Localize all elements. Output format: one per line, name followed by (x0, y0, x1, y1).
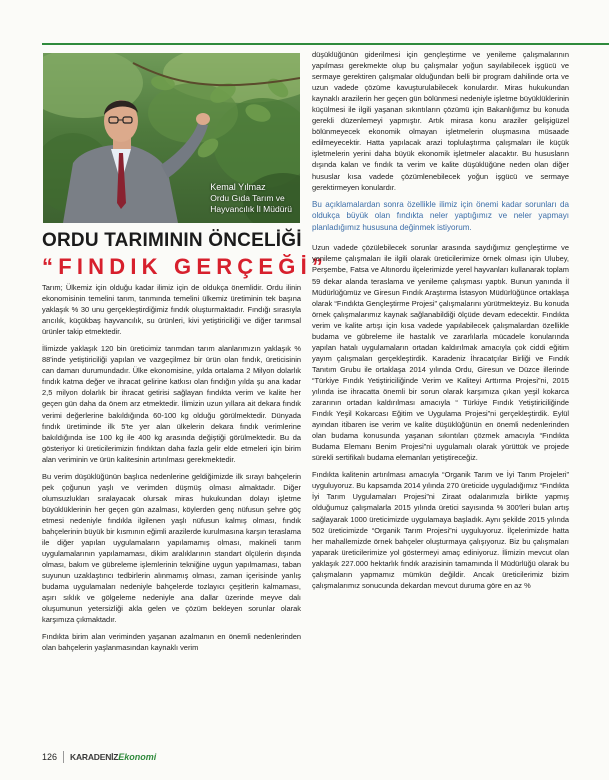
article-title-line1: ORDU TARIMININ ÖNCELİĞİ (42, 230, 302, 251)
page-number: 126 (42, 752, 58, 762)
body-paragraph: Fındıkta birim alan veriminden yaşanan azalmanın en önemli nedenlerinden olan bahçelerin yaşlanmasından kaynaklı verim (42, 632, 301, 653)
photo-caption (210, 182, 292, 215)
body-paragraph: Fındıkta kalitenin artırılması amacıyla “Organik Tarım ve İyi Tarım Projeleri” uyguluyoruz. Bu kapsamda 2014 yılında 270 üreticide uyguladığımız “Fındıkta İyi Tarım Uygulamaları Projesi”ni Ziraat odalarımızla birlikte yapmış olduğumuz çalışmalarla 2015 yılında üretici sayısında % 300'leri bulan artış sağlayarak 1000 üreticimizde uygulamaya başladık. Aynı şekilde 2015 yılında 502 üreticimizde “Organik Tarım Projesi”ni uyguluyoruz. İlçelerimizde hatta her mahallemizde örnek bahçeler oluşturmaya çalışıyoruz. Biz bu çalışmaları yaparak üreticilerimize yol göstermeyi amaç ediniyoruz. İlimizin mevcut olan yaklaşık 227.000 hektarlık fındık arazisinin tamamında İl Müdürlüğü olarak bu çalışmaların yapmamız mümkün değildir. Ancak üreticilerimiz bizim çalışmalarımız sonucunda dekardan mevcut duruma göre en az % (312, 470, 569, 590)
page-footer (42, 748, 156, 766)
article-photo (43, 53, 300, 223)
body-paragraph: İlimizde yaklaşık 120 bin üreticimiz tarımdan tarım alanlarımızın yaklaşık % 88'inde yetiştiriciliği yapılan ve vazgeçilmez bir ürün olan fındık, üreticisinin can damarı durumundadır. Ülke ekonomisine, yılda ortalama 2 Milyon dolarlık fındık katma değer ve ihracat gelirine katkısı olan fındığın yılda şu ana kadar 2,5 milyon dolarlık bir ihracat getirisi sağlayan fındıkta verim ve kalite her geçen gün daha da önem arz etmektedir. İlimizin uzun yıllara ait dekara fındık verimi değerlerine bakıldığında 60-100 kg olduğu görülmektedir. Dünyada fındık üretiminde ilk 5'te yer alan ülkelerin dekara fındık verimlerine bakıldığında ise 100 kg ile 400 kg arasında değiştiği görülmektedir. Bu da gösteriyor ki üreticilerimizin fındıktan daha fazla gelir elde etmeleri için birim alan veriminin ve ürün kalitesinin artırılması gerekmektedir. (42, 344, 301, 464)
left-column (42, 282, 301, 660)
highlight-paragraph: Bu açıklamalardan sonra özellikle ilimiz için önemi kadar sorunları da oldukça büyük olan fındıkta neler yaptığımız ve neler yapmayı planladığımız hususuna değinmek istiyorum. (312, 199, 569, 232)
footer-divider (63, 751, 64, 763)
body-paragraph: Tarım; Ülkemiz için olduğu kadar ilimiz için de oldukça önemlidir. Ordu ilinin ekonomisinin temelini tarım, tarımında temelini ülkemiz üretiminin tek başına yaklaşık % 30 unu gerçekleştirdiğimiz fındık oluşturmaktadır. Fındığı sırasıyla arıcılık, küçükbaş hayvancılık, su ürünleri, kivi yetiştiriciliği ve diğer tarımsal ürünler takip etmektedir. (42, 283, 301, 337)
right-column (312, 49, 569, 597)
caption-title-line2: Hayvancılık İl Müdürü (210, 204, 292, 214)
article-title-line2: “FINDIK GERÇEĞİ” (42, 254, 329, 279)
body-paragraph: düşüklüğünün giderilmesi için gençleştirme ve yenileme çalışmalarının yapılması gerekmekte olup bu çalışmalar yoğun sayılabilecek işgücü ve sermaye gerektiren çalışmalar olduğundan belli bir program dahilinde orta ve uzun vadede çözüme kavuşturulabilecek konulardır. Miras hukukundan kaynaklı arazilerin her geçen gün bölünmesi nedeniyle işletme büyüklüklerinin küçülmesi ile ilgili yaşanan sıkıntıların çözümü için Bakanlığımız bu konuda gerekli düzenlemeyi yapmıştır. Artık mirasa konu araziler gelişigüzel bölünmeyecek ekonomik olmayan işletmelerin oluşmasına müsaade edilmeyecektir. Hatta yapılacak arazi toplulaştırma çalışmaları ile küçük işletmelerin yerini daha büyük ekonomik işletmeler alacaktır. Bu hususların dışında kalan ve fındık ta verim ve kalite düşüklüğüne neden olan diğer hususlar kısa vadede çözümlenebilecek yoğun işgücü ve sermaye gerektirmeyen konulardır. (312, 50, 569, 192)
caption-name: Kemal Yılmaz (210, 182, 266, 192)
top-rule (42, 43, 609, 45)
body-paragraph: Bu verim düşüklüğünün başlıca nedenlerine geldiğimizde ilk sırayı bahçelerin pek çoğunun yaşlı ve verimden düşmüş olması almaktadır. Diğer olumsuzlukları sıralayacak olursak miras hukukundan dolayı işletme büyüklüklerinin her geçen gün azalması, köylerden genç nüfusun şehre göç etmesi nedeniyle fındıkla ilgilenen yaşlı nüfusun kalmış olması, fındık bahçelerinin büyük bir kısmının eğimli arazilerde kurulmasına karşın teraslama ile diğer yapılan uygulamaların yapılamamış olması, makineli tarım uygulamalarının yapılamaması, dikim aralıklarının standart ölçülerin dışında olması, bakım ve gübreleme işlemlerinin tekniğine uygun yapılmaması, taban suyunun uzaklaştırıcı tedbirlerin alınmamış olması, zaman içerisinde yanlış budama uygulamaları nedeniyle bahçelerde tozlayıcı çeşitlerin kalmaması, aşırı sıklık ve gölgeleme nedeniyle ana dallar üzerinde meyve dalı oluşumunun yetersizliği akla gelen ve çözüm bekleyen sorunlar olarak karşımıza çıkmaktadır. (42, 471, 301, 625)
caption-title-line1: Ordu Gıda Tarım ve (210, 193, 285, 203)
magazine-name-part2: Ekonomi (118, 752, 157, 762)
magazine-name-part1: KARADENİZ (70, 752, 119, 762)
body-paragraph: Uzun vadede çözülebilecek sorunlar arasında saydığımız gençleştirme ve yenileme çalışmaları ile ilgili olarak üreticilerimize örnek olması için Ulubey, Perşembe, Fatsa ve Altınordu ilçelerimizde yerel hayvanları kullanarak toplam 59 dekar alanda teraslama ve yenileme çalışması yaptık. Bunun yanında İl Müdürlüğümüz ve Giresun Fındık Araştırma İstasyon Müdürlüğünce ortaklaşa olarak “Fındıkta Gençleştirme Projesi” çalışmalarını yürütmekteyiz. Bu konuda örnek çalışmalarımız kaynak sağlanabildiği ölçüde devam edecektir. Fındıkta verim ve kalite artışı için kısa vadede yapılabilecek çalışmalardan özellikle budama ve gübreleme ile hastalık ve zararlılarla mücadele konularında yapılan hatalı uygulamaların ortadan kaldırılmak amacıyla çok ciddi eğitim yayım çalışmaları gerçekleştirdik. Karadeniz İhracatçılar Birliği ve Fındık Tanıtım Grubu ile ortaklaşa 2014 yılında Ordu, Giresun ve Düzce illerinde “Türkiye Fındık Yetiştiriciliğinde Verim ve Kaliteyi Arttırma Projesi”ni, 2015 yılında ise ihracatta önemli bir sorun olarak karşımıza çıkan yeşil kokarca zararının ortadan kaldırılması amacıyla “ Türkiye Fındık Yetiştiriciliğinde Fındık Yeşil Kokarcası Eğitim ve Uygulama Projesi”ni gerçekleştirdik. Eylül ayından itibaren ise verim ve kalite düşüklüğünün en önemli nedenlerinden olan budama konusunda yaşanan sıkıntıları çözmek amacıyla “Fındıkta Budama Elemanı Benim Projesi”ni uygulamalı olarak yürüttük ve projede sürekli sertifikalı budama elemanları yetiştireceğiz. (312, 243, 569, 463)
